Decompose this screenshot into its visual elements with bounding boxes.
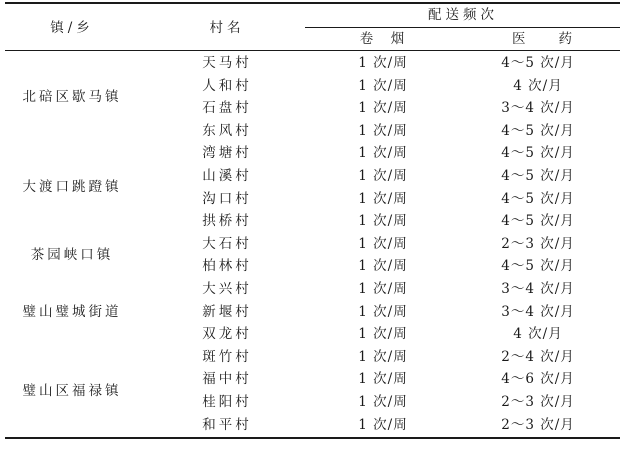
cigarette-frequency-cell: 1 次/周 xyxy=(358,190,408,207)
medicine-frequency-cell: 4～5 次/月 xyxy=(501,145,575,162)
cigarette-frequency-cell: 1 次/周 xyxy=(358,258,408,275)
medicine-frequency-cell: 4 次/月 xyxy=(513,77,563,94)
header-frequency-group: 配送频次 xyxy=(428,7,498,23)
village-cell: 湾塘村 xyxy=(202,145,252,162)
medicine-frequency-cell: 4 次/月 xyxy=(513,326,563,343)
cigarette-frequency-cell: 1 次/周 xyxy=(358,348,408,365)
medicine-frequency-cell: 4～5 次/月 xyxy=(501,190,575,207)
bottom-rule xyxy=(5,437,620,439)
header-rule xyxy=(5,50,620,51)
cigarette-frequency-cell: 1 次/周 xyxy=(358,77,408,94)
cigarette-frequency-cell: 1 次/周 xyxy=(358,326,408,343)
village-cell: 斑竹村 xyxy=(202,348,252,365)
medicine-frequency-cell: 4～5 次/月 xyxy=(501,258,575,275)
medicine-frequency-cell: 4～5 次/月 xyxy=(501,122,575,139)
village-cell: 山溪村 xyxy=(202,168,252,184)
village-cell: 新堰村 xyxy=(202,303,252,320)
medicine-frequency-cell: 3～4 次/月 xyxy=(501,281,575,297)
medicine-frequency-cell: 3～4 次/月 xyxy=(501,100,575,117)
village-cell: 双龙村 xyxy=(202,326,252,343)
town-cell: 璧山区福禄镇 xyxy=(22,382,122,399)
medicine-frequency-cell: 2～3 次/月 xyxy=(501,235,575,252)
village-cell: 拱桥村 xyxy=(202,213,252,230)
medicine-frequency-cell: 2～3 次/月 xyxy=(501,394,575,410)
village-cell: 大石村 xyxy=(202,235,252,252)
medicine-frequency-cell: 4～6 次/月 xyxy=(501,371,575,388)
cigarette-frequency-cell: 1 次/周 xyxy=(358,213,408,230)
town-cell: 茶园峡口镇 xyxy=(30,247,114,264)
village-cell: 桂阳村 xyxy=(202,394,252,410)
cigarette-frequency-cell: 1 次/周 xyxy=(358,394,408,410)
medicine-frequency-cell: 2～4 次/月 xyxy=(501,348,575,365)
village-cell: 大兴村 xyxy=(202,281,252,297)
village-cell: 柏林村 xyxy=(202,258,252,275)
cigarette-frequency-cell: 1 次/周 xyxy=(358,416,408,433)
top-rule xyxy=(5,2,620,4)
cigarette-frequency-cell: 1 次/周 xyxy=(358,122,408,139)
cigarette-frequency-cell: 1 次/周 xyxy=(358,303,408,320)
cigarette-frequency-cell: 1 次/周 xyxy=(358,168,408,184)
medicine-frequency-cell: 3～4 次/月 xyxy=(501,303,575,320)
group-underline xyxy=(305,27,620,28)
header-village: 村名 xyxy=(209,20,245,36)
village-cell: 东风村 xyxy=(202,122,252,139)
medicine-frequency-cell: 2～3 次/月 xyxy=(501,416,575,433)
village-cell: 人和村 xyxy=(202,77,252,94)
cigarette-frequency-cell: 1 次/周 xyxy=(358,371,408,388)
village-cell: 和平村 xyxy=(202,416,252,433)
town-cell: 大渡口跳蹬镇 xyxy=(22,179,122,196)
medicine-frequency-cell: 4～5 次/月 xyxy=(501,168,575,184)
village-cell: 福中村 xyxy=(202,371,252,388)
cigarette-frequency-cell: 1 次/周 xyxy=(358,145,408,162)
header-cigarette: 卷 烟 xyxy=(359,31,407,47)
cigarette-frequency-cell: 1 次/周 xyxy=(358,100,408,117)
town-cell: 璧山璧城街道 xyxy=(22,303,122,320)
cigarette-frequency-cell: 1 次/周 xyxy=(358,235,408,252)
medicine-frequency-cell: 4～5 次/月 xyxy=(501,55,575,71)
cigarette-frequency-cell: 1 次/周 xyxy=(358,55,408,71)
header-medicine: 医 药 xyxy=(512,31,574,47)
village-cell: 石盘村 xyxy=(202,100,252,117)
medicine-frequency-cell: 4～5 次/月 xyxy=(501,213,575,230)
header-town: 镇/乡 xyxy=(50,20,94,36)
village-cell: 天马村 xyxy=(202,55,252,71)
cigarette-frequency-cell: 1 次/周 xyxy=(358,281,408,297)
village-cell: 沟口村 xyxy=(202,190,252,207)
town-cell: 北碚区歇马镇 xyxy=(22,88,122,105)
frequency-table xyxy=(5,0,620,449)
